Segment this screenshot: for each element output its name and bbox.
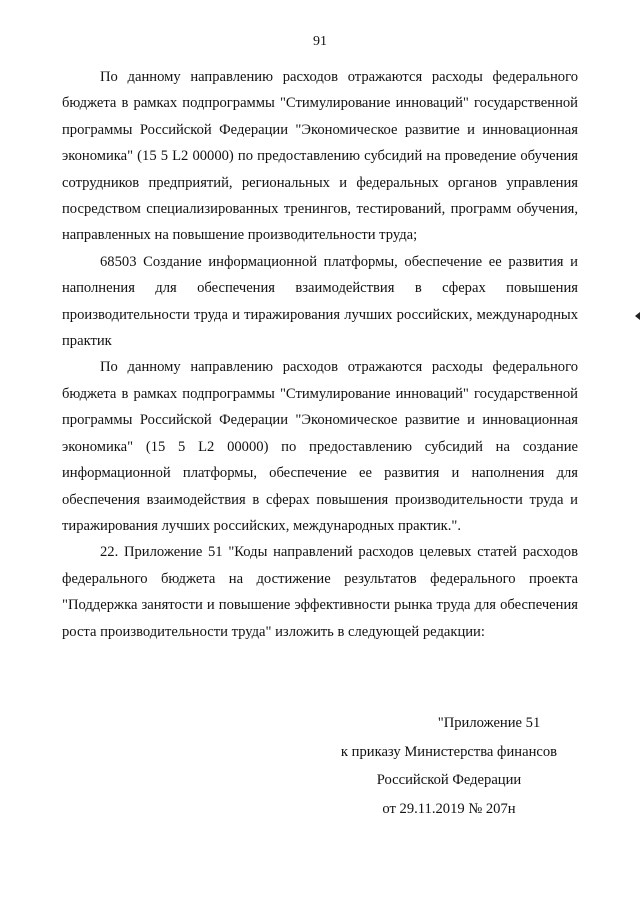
page-number: 91 bbox=[313, 34, 327, 49]
appendix-date-line: от 29.11.2019 № 207н bbox=[382, 800, 516, 817]
appendix-approval-block bbox=[320, 709, 578, 823]
appendix-ministry-line: Российской Федерации bbox=[376, 772, 522, 788]
paragraph-item-22: 22. Приложение 51 "Коды направлений расходов целевых статей расходов федерального бюджета на достижение результатов федерального проекта "Поддержка занятости и повышение эффективности рынка труда для обеспечения роста производительности труда" изложить в следующей редакции: bbox=[62, 544, 578, 640]
appendix-title: "Приложение 51 bbox=[437, 715, 541, 731]
paragraph-expense-description-1: По данному направлению расходов отражаются расходы федерального бюджета в рамках подпрограммы "Стимулирование инноваций" государственной программы Российской Федерации "Экономическое развитие и инновационная экономика" (15 5 L2 00000) по предоставлению субсидий на проведение обучения сотрудников предприятий, региональных и федеральных органов управления посредством специализированных тренингов, тестирований, программ обучения, направленных на повышение производительности труда; bbox=[62, 69, 578, 244]
paragraph-expense-description-2: По данному направлению расходов отражаются расходы федерального бюджета в рамках подпрограммы "Стимулирование инноваций" государственной программы Российской Федерации "Экономическое развитие и инновационная экономика" (15 5 L2 00000) по предоставлению субсидий на создание информационной платформы, обеспечение ее развития и наполнения для обеспечения взаимодействия в сферах повышения производительности труда и тиражирования лучших российских, международных практик.". bbox=[62, 359, 578, 534]
appendix-order-line: к приказу Министерства финансов bbox=[340, 743, 558, 760]
paragraph-code-68503: 68503 Создание информационной платформы, обеспечение ее развития и наполнения для обеспечения взаимодействия в сферах повышения производительности труда и тиражирования лучших российских, международных практик bbox=[62, 253, 578, 350]
scan-edge-mark bbox=[635, 312, 640, 320]
document-body bbox=[62, 64, 578, 645]
